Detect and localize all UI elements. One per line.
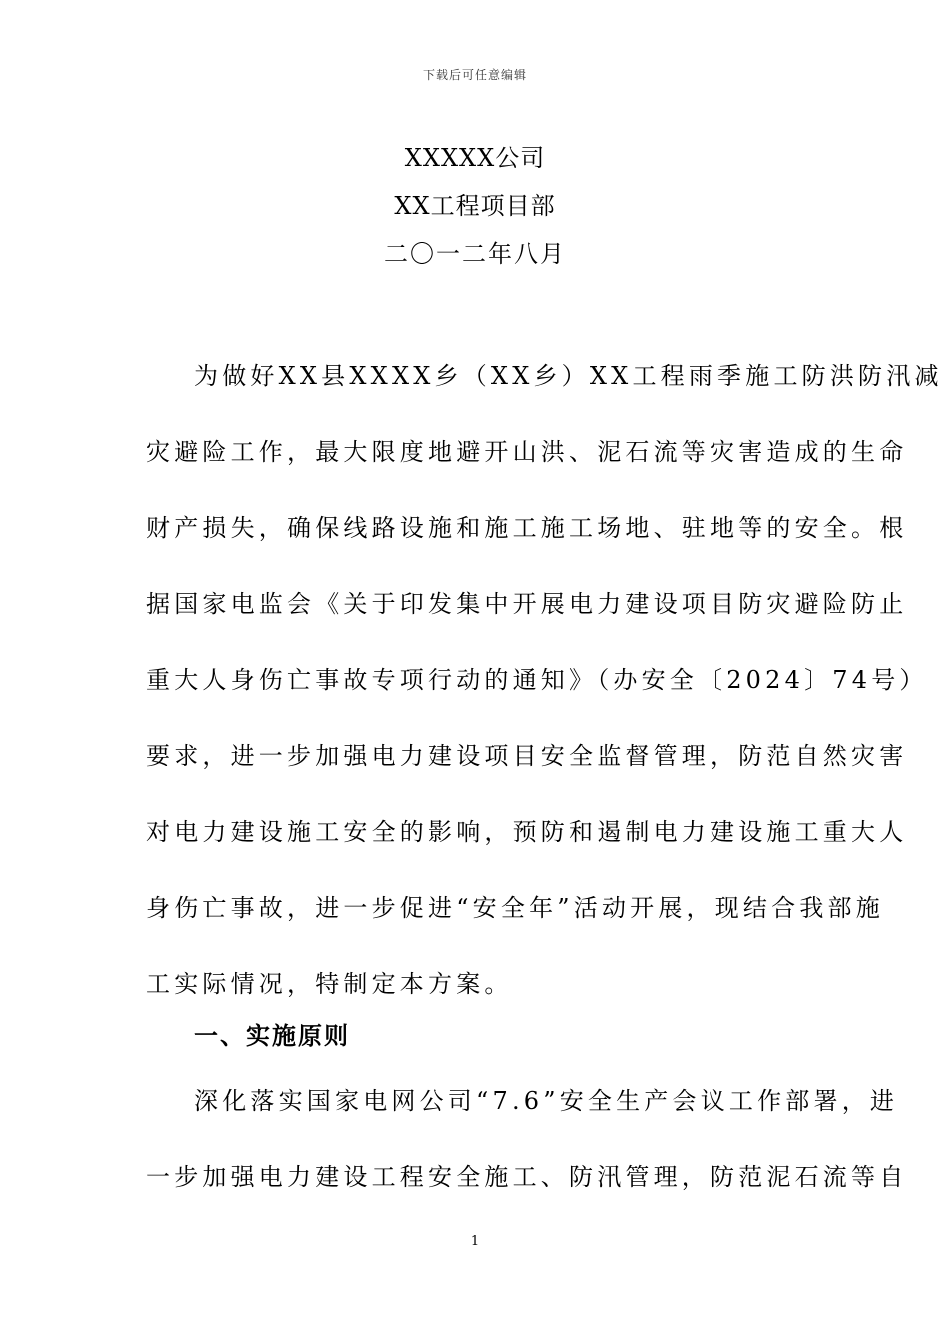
company-title: XXXXX公司 — [404, 144, 546, 172]
paragraph-line: 灾避险工作，最大限度地避开山洪、泥石流等灾害造成的生命 — [146, 438, 908, 466]
paragraph-line: 工实际情况，特制定本方案。 — [146, 970, 513, 998]
principle-paragraph — [146, 1063, 908, 1215]
department-title: XX工程项目部 — [394, 192, 556, 220]
intro-paragraph — [146, 338, 943, 1022]
section-heading: 一、实施原则 — [194, 1022, 350, 1050]
paragraph-line: 身伤亡事故，进一步促进“安全年”活动开展，现结合我部施 — [146, 894, 884, 922]
document-date: 二〇一二年八月 — [384, 240, 566, 268]
paragraph-line: 深化落实国家电网公司“7.6”安全生产会议工作部署，进 — [194, 1087, 899, 1115]
paragraph-line: 财产损失，确保线路设施和施工施工场地、驻地等的安全。根 — [146, 514, 908, 542]
header-note: 下载后可任意编辑 — [422, 68, 527, 82]
paragraph-line: 据国家电监会《关于印发集中开展电力建设项目防灾避险防止 — [146, 590, 908, 618]
page-number: 1 — [470, 1234, 480, 1249]
paragraph-line: 要求，进一步加强电力建设项目安全监督管理，防范自然灾害 — [146, 742, 908, 770]
paragraph-line: 重大人身伤亡事故专项行动的通知》（办安全〔2024〕74号） — [146, 666, 928, 694]
paragraph-line: 一步加强电力建设工程安全施工、防汛管理，防范泥石流等自 — [146, 1163, 908, 1191]
paragraph-line: 对电力建设施工安全的影响，预防和遏制电力建设施工重大人 — [146, 818, 908, 846]
paragraph-line: 为做好XX县XXXX乡（XX乡）XX工程雨季施工防洪防汛减 — [194, 362, 943, 390]
